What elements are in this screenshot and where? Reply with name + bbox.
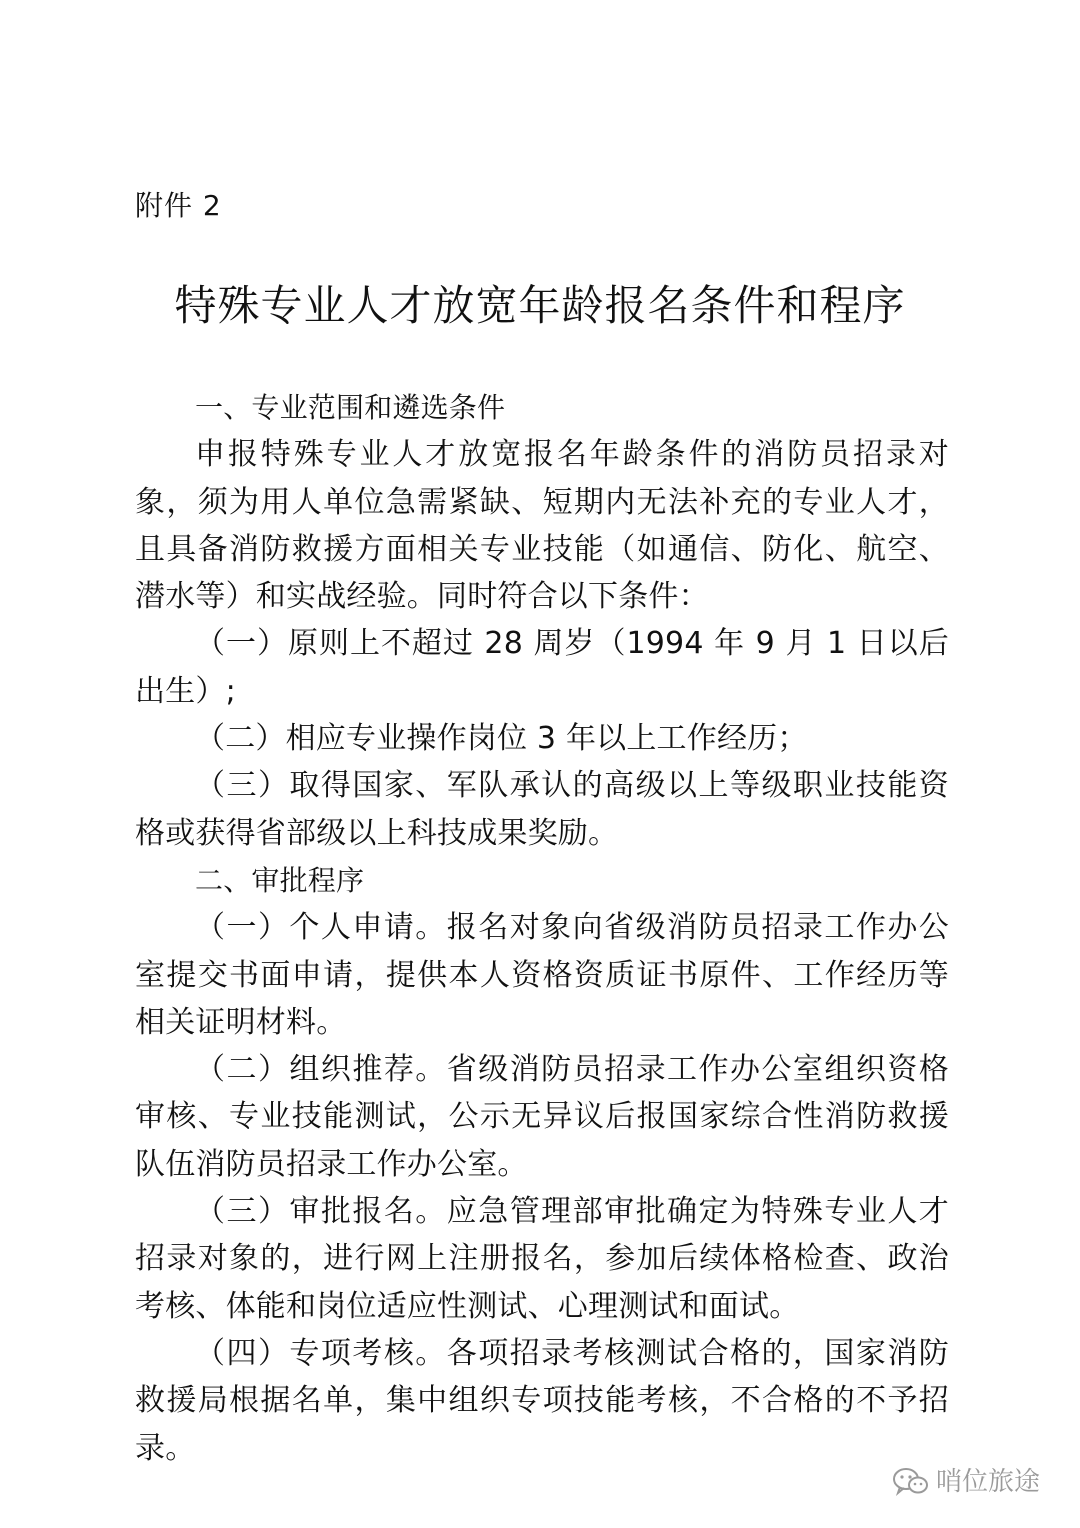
condition-item-3: （三）取得国家、军队承认的高级以上等级职业技能资格或获得省部级以上科技成果奖励。 — [135, 768, 949, 851]
procedure-item-1: （一）个人申请。报名对象向省级消防员招录工作办公室提交书面申请，提供本人资格资质证书原件、工作经历等相关证明材料。 — [135, 910, 949, 1040]
condition-item-2: （二）相应专业操作岗位 3 年以上工作经历； — [195, 721, 808, 757]
watermark-text: 哨位旅途 — [936, 1467, 1041, 1497]
document-body — [135, 384, 949, 1472]
section-heading-1: 一、专业范围和遴选条件 — [195, 391, 506, 424]
procedure-item-2: （二）组织推荐。省级消防员招录工作办公室组织资格审核、专业技能测试，公示无异议后报国家综合性消防救援队伍消防员招录工作办公室。 — [135, 1052, 949, 1182]
condition-item-1: （一）原则上不超过 28 周岁（1994 年 9 月 1 日以后出生）; — [135, 626, 949, 709]
annex-label: 附件 2 — [135, 189, 222, 222]
paragraph-intro: 申报特殊专业人才放宽报名年龄条件的消防员招录对象，须为用人单位急需紧缺、短期内无法补充的专业人才，且具备消防救援方面相关专业技能（如通信、防化、航空、潜水等）和实战经验。同时符合以下条件： — [135, 437, 949, 615]
section-heading-2: 二、审批程序 — [195, 863, 365, 897]
watermark — [892, 1466, 1040, 1498]
wechat-icon — [892, 1466, 930, 1498]
procedure-item-3: （三）审批报名。应急管理部审批确定为特殊专业人才招录对象的，进行网上注册报名，参加后续体格检查、政治考核、体能和岗位适应性测试、心理测试和面试。 — [135, 1194, 949, 1324]
document-title: 特殊专业人才放宽年龄报名条件和程序 — [174, 281, 906, 330]
procedure-item-4: （四）专项考核。各项招录考核测试合格的，国家消防救援局根据名单，集中组织专项技能考核，不合格的不予招录。 — [135, 1335, 949, 1466]
